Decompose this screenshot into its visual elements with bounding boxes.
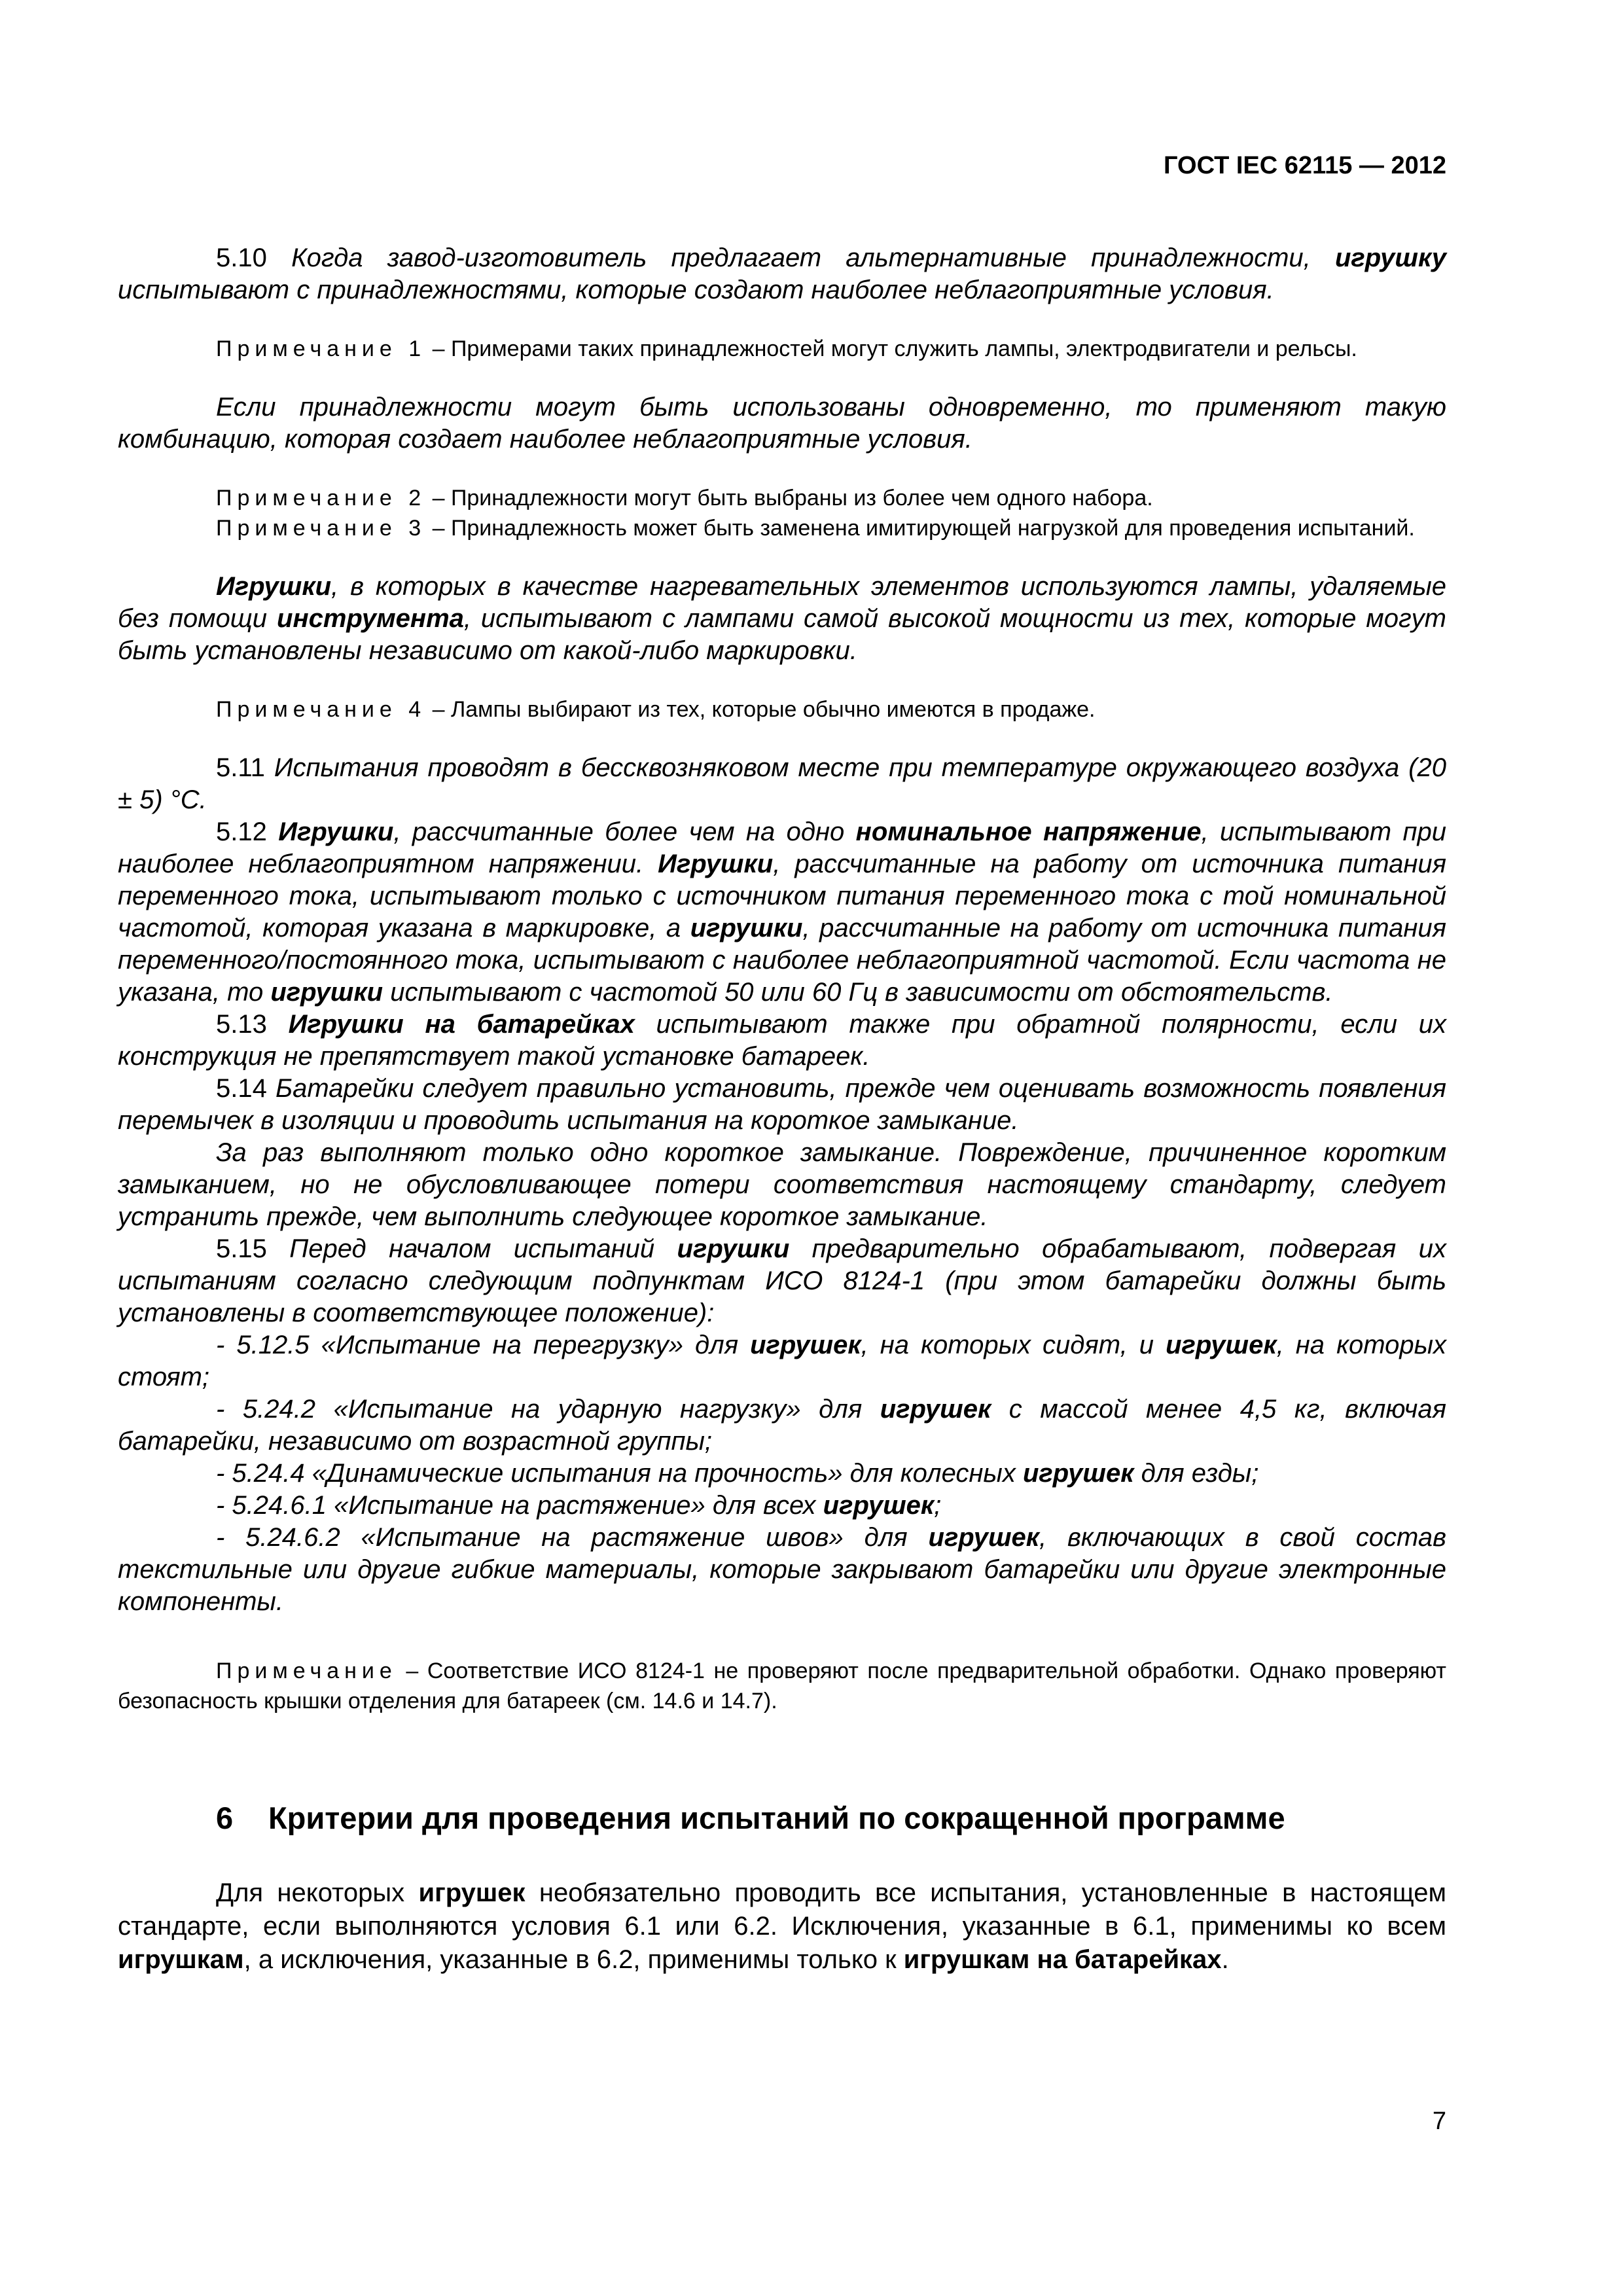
list-item-text: - 5.24.4 «Динамические испытания на прочность» для колесных — [216, 1459, 1016, 1488]
page-content — [118, 242, 1446, 1977]
list-item-text: для езды; — [1141, 1459, 1259, 1488]
clause-5-12 — [118, 816, 1446, 1009]
note-text: – Принадлежности могут быть выбраны из более чем одного набора. — [432, 486, 1153, 511]
page-number: 7 — [1432, 2108, 1446, 2135]
paragraph-text: , испытывают с лампами самой высокой мощности из тех, которые могут быть установлены независимо от какой-либо маркировки. — [118, 604, 1446, 665]
section-6-paragraph — [118, 1876, 1446, 1977]
clause-text: испытывают также при обратной полярности, если их конструкция не препятствует такой установке батареек. — [118, 1010, 1446, 1071]
note-5 — [118, 1656, 1446, 1716]
paragraph-text: , в которых в качестве нагревательных элементов используются лампы, удаляемые без помощи — [118, 572, 1446, 633]
clause-5-11 — [118, 752, 1446, 816]
clause-number: 5.13 — [216, 1010, 267, 1039]
term-bold: игрушкам — [118, 1945, 244, 1974]
document-header: ГОСТ IEC 62115 — 2012 — [1164, 152, 1446, 179]
term-bold: Игрушки на батарейках — [288, 1010, 635, 1039]
clause-5-14 — [118, 1073, 1446, 1137]
paragraph-short-circuit: За раз выполняют только одно короткое замыкание. Повреждение, причиненное коротким замыканием, но не обусловливающее потери соответствия настоящему стандарту, следует устранить прежде, чем выполнить следующее короткое замыкание. — [118, 1138, 1446, 1231]
list-item-text: , на которых сидят, и — [861, 1331, 1154, 1359]
list-item-text: - 5.24.2 «Испытание на ударную нагрузку» для — [216, 1395, 863, 1424]
note-label: Примечание 1 — [216, 336, 427, 361]
paragraph-combination: Если принадлежности могут быть использованы одновременно, то применяют такую комбинацию, которая создает наиболее неблагоприятные условия. — [118, 393, 1446, 454]
term-bold: игрушек — [750, 1331, 861, 1359]
clause-text: испытывают с принадлежностями, которые создают наиболее неблагоприятные условия. — [118, 276, 1274, 304]
note-4 — [118, 694, 1446, 725]
term-bold: Игрушки — [658, 850, 774, 878]
note-2 — [118, 483, 1446, 513]
term-bold: номинальное напряжение — [855, 817, 1202, 846]
term-bold: игрушки — [270, 978, 383, 1007]
list-item-text: с массой менее 4,5 кг, включая батарейки, независимо от возрастной группы; — [118, 1395, 1446, 1456]
term-bold: игрушек — [418, 1878, 526, 1907]
clause-text: Батарейки следует правильно установить, прежде чем оценивать возможность появления перемычек в изоляции и проводить испытания на короткое замыкание. — [118, 1074, 1446, 1135]
term-bold: игрушки — [677, 1234, 790, 1263]
clause-5-15 — [118, 1233, 1446, 1329]
clause-text: , рассчитанные более чем на одно — [393, 817, 845, 846]
term-bold: игрушек — [880, 1395, 991, 1424]
clause-text: Перед началом испытаний — [289, 1234, 655, 1263]
clause-text: испытывают с частотой 50 или 60 Гц в зависимости от обстоятельств. — [390, 978, 1333, 1007]
clause-text: , испытывают при наиболее неблагоприятном напряжении. — [118, 817, 1447, 878]
note-3 — [118, 513, 1446, 543]
section-number: 6 — [216, 1801, 234, 1835]
clause-5-13 — [118, 1009, 1446, 1073]
list-item-text: - 5.24.6.1 «Испытание на растяжение» для всех — [216, 1491, 816, 1520]
list-item — [118, 1522, 1446, 1618]
list-item — [118, 1458, 1446, 1490]
list-item-text: , включающих в свой состав текстильные или другие гибкие материалы, которые закрывают батарейки или другие электронные компоненты. — [118, 1523, 1446, 1616]
note-label: Примечание 2 — [216, 486, 427, 511]
term-bold: игрушек — [1022, 1459, 1134, 1488]
note-text: – Принадлежность может быть заменена имитирующей нагрузкой для проведения испытаний. — [432, 516, 1415, 541]
term-bold: игрушек — [1166, 1331, 1277, 1359]
note-label: Примечание 4 — [216, 697, 427, 722]
paragraph-text: необязательно проводить все испытания, установленные в настоящем стандарте, если выполняются условия 6.1 или 6.2. Исключения, указанные в 6.1, применимы ко всем — [118, 1878, 1447, 1941]
clause-text: Испытания проводят в бессквозняковом месте при температуре окружающего воздуха (20 ± 5) °С. — [118, 753, 1446, 814]
clause-number: 5.12 — [216, 817, 267, 846]
clause-5-10 — [118, 242, 1446, 306]
paragraph-text: . — [1221, 1945, 1229, 1974]
note-text: – Соответствие ИСО 8124-1 не проверяют после предварительной обработки. Однако проверяют безопасность крышки отделения для батареек (см. 14.6 и 14.7). — [118, 1659, 1446, 1713]
term-bold: игрушку — [1334, 243, 1446, 272]
clause-text: Когда завод-изготовитель предлагает альтернативные принадлежности, — [291, 243, 1311, 272]
term-bold: Игрушки — [216, 572, 332, 601]
clause-number: 5.10 — [216, 243, 267, 272]
clause-number: 5.15 — [216, 1234, 267, 1263]
list-item-text: - 5.12.5 «Испытание на перегрузку» для — [216, 1331, 739, 1359]
paragraph-lamps — [118, 571, 1446, 667]
clause-text: , рассчитанные на работу от источника питания переменного тока, испытывают только с источником питания переменного тока с той номинальной частотой, которая указана в маркировке, а — [118, 850, 1447, 942]
clause-text: , рассчитанные на работу от источника питания переменного/постоянного тока, испытывают с наиболее неблагоприятной частотой. Если частота не указана, то — [118, 914, 1446, 1007]
clause-text: предварительно обрабатывают, подвергая их испытаниям согласно следующим подпунктам ИСО 8124-1 (при этом батарейки должны быть установлены в соответствующее положение): — [118, 1234, 1446, 1327]
term-bold: игрушки — [690, 914, 803, 942]
term-bold: Игрушки — [278, 817, 394, 846]
term-bold: игрушек — [928, 1523, 1040, 1552]
note-1 — [118, 334, 1446, 364]
paragraph-text: , а исключения, указанные в 6.2, применимы только к — [243, 1945, 897, 1974]
section-title: Критерии для проведения испытаний по сокращенной программе — [268, 1801, 1285, 1835]
note-label: Примечание — [216, 1659, 397, 1683]
note-text: – Примерами таких принадлежностей могут служить лампы, электродвигатели и рельсы. — [432, 336, 1357, 361]
list-item-text: , на которых стоят; — [118, 1331, 1447, 1391]
clause-number: 5.14 — [216, 1074, 267, 1103]
note-label: Примечание 3 — [216, 516, 427, 541]
list-item — [118, 1490, 1446, 1522]
paragraph-text: Для некоторых — [216, 1878, 405, 1907]
term-bold: игрушкам на батарейках — [903, 1945, 1222, 1974]
term-bold: игрушек — [823, 1491, 935, 1520]
list-item-text: - 5.24.6.2 «Испытание на растяжение швов» для — [216, 1523, 908, 1552]
clause-number: 5.11 — [216, 753, 265, 782]
term-bold: инструмента — [277, 604, 464, 633]
note-text: – Лампы выбирают из тех, которые обычно имеются в продаже. — [432, 697, 1096, 722]
section-6-heading — [118, 1800, 1446, 1836]
list-item — [118, 1329, 1446, 1393]
list-item-text: ; — [934, 1491, 942, 1520]
list-item — [118, 1393, 1446, 1458]
